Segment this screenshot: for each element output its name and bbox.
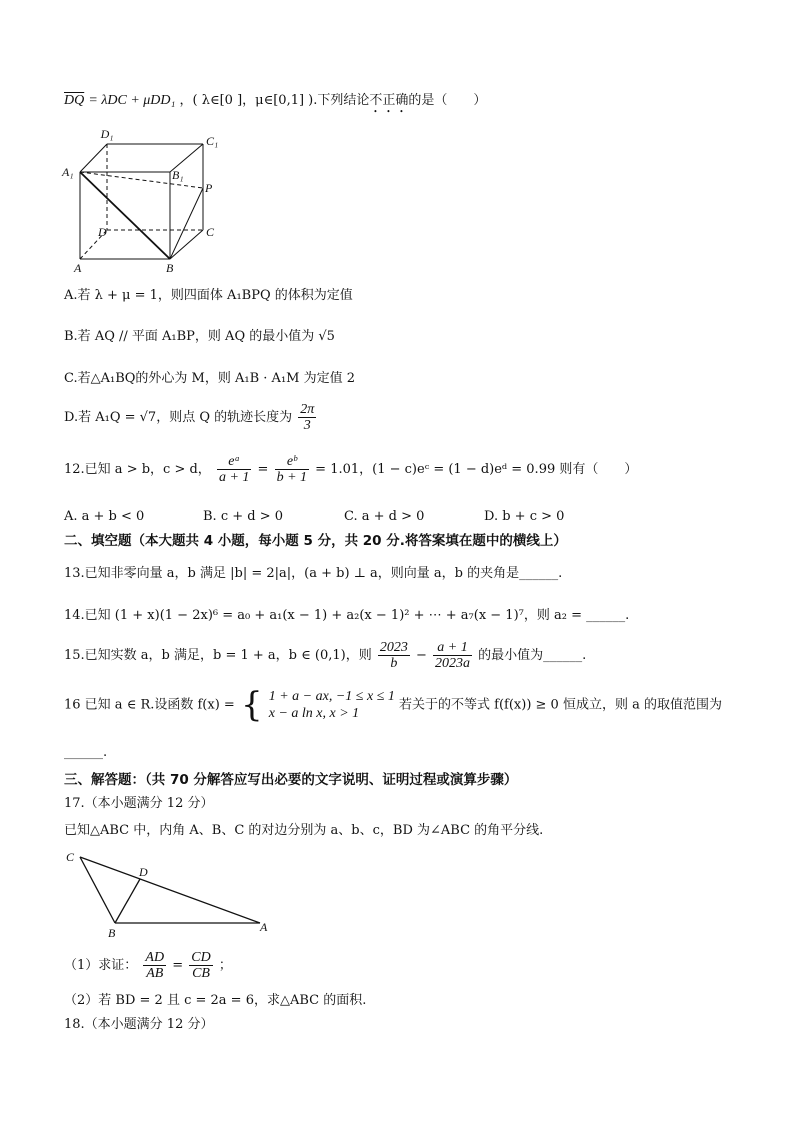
tri-label-b: B [108,926,116,940]
q12-stem: 12.已知 a > b，c > d， $\frac{\text{eᵃ}}{a + 1}$ = $\frac{\text{eᵇ}}{b + 1}$ = 1.01，(1 − c)eᶜ = (1 − d)eᵈ = 0.99 则有（ ） [64,454,638,485]
q17-fraction-cd-cb: $\frac{CD}{CB}$ [191,950,211,981]
q12-fraction-b: $\frac{\text{eᵇ}}{b + 1}$ [276,454,308,485]
q12-option-b: B. c + d > 0 [203,509,284,524]
section-3-heading: 三、解答题：（共 70 分解答应写出必要的文字说明、证明过程或演算步骤） [64,772,518,788]
tri-label-c: C [66,850,75,864]
q15-fraction-b: $\frac{a + 1}{2023a}$ [435,640,471,671]
piecewise-cases: 1 + a − ax, −1 ≤ x ≤ 1 x − a ln x, x > 1 [268,689,395,721]
vec-dq: $\overline{DQ}$ [64,93,85,108]
q11-option-b: B.若 AQ // 平面 A₁BP，则 AQ 的最小值为 √5 [64,329,335,344]
label-a1: A₁ [62,165,74,179]
q17-fraction-ad-ab: $\frac{AD}{AB}$ [145,950,165,981]
q17-header: 17.（本小题满分 12 分） [64,796,214,811]
tri-label-d: D [139,865,148,879]
label-c: C [206,225,215,239]
q17-stem: 已知△ABC 中，内角 A、B、C 的对边分别为 a、b、c，BD 为∠ABC 的角平分线. [64,823,544,838]
tri-label-a: A [260,920,268,934]
label-d: D [98,225,107,239]
option-d-text: D.若 A₁Q = √7，则点 Q 的轨迹长度为 [64,410,293,425]
q16-blank: ______. [64,745,108,760]
piecewise-brace: { [240,685,263,725]
label-b: B [166,261,174,275]
q17-part-2: （2）若 BD = 2 且 c = 2a = 6，求△ABC 的面积. [64,993,367,1008]
label-p: P [205,181,213,195]
cube-figure [60,126,230,276]
q12-option-d: D. b + c > 0 [484,509,565,524]
q15-fraction-a: $\frac{2023}{b}$ [379,640,408,671]
q11-vector-condition [64,92,486,116]
q17-part-1: （1）求证： $\frac{AD}{AB}$ = $\frac{CD}{CB}$ ； [64,950,232,981]
vec-rhs: = λDC + μDD₁ [88,93,176,108]
ask-suffix: 的是（ ） [408,93,487,108]
lambda-mu-condition: ，( λ∈[0 ]，μ∈[0,1] ) [179,93,314,108]
q16: 16 已知 a ∈ R.设函数 f(x) = { 1 + a − ax, −1 ≤ x ≤ 1 x − a ln x, x > 1 若关于的不等式 f(f(x)) ≥ 0 恒成立，则 a 的取值范围为 [64,685,722,725]
q11-option-a: A.若 λ + μ = 1，则四面体 A₁BPQ 的体积为定值 [64,288,353,303]
q13: 13.已知非零向量 a，b 满足 |b| = 2|a|，(a + b) ⊥ a，则向量 a，b 的夹角是______. [64,566,563,581]
label-a: A [74,261,82,275]
label-d1: D₁ [100,127,114,141]
option-d-fraction: $\frac{2\pi}{3}$ [300,402,315,433]
q18-header: 18.（本小题满分 12 分） [64,1017,214,1032]
triangle-figure [60,845,280,940]
q12-option-a: A. a + b < 0 [64,509,145,524]
ask-not-correct: 不正确 [369,93,409,108]
q15: 15.已知实数 a，b 满足，b = 1 + a，b ∈ (0,1)，则 $\frac{2023}{b}$ − $\frac{a + 1}{2023a}$ 的最小值为______. [64,640,587,671]
label-b1: B₁ [172,168,184,182]
q12-fraction-a: $\frac{\text{eᵃ}}{a + 1}$ [218,454,250,485]
q11-option-c: C.若△A₁BQ的外心为 M，则 A₁B · A₁M 为定值 2 [64,371,355,386]
q14: 14.已知 (1 + x)(1 − 2x)⁶ = a₀ + a₁(x − 1) + a₂(x − 1)² + ⋯ + a₇(x − 1)⁷，则 a₂ = ______. [64,608,630,623]
q12-option-c: C. a + d > 0 [344,509,425,524]
q11-option-d [64,402,318,433]
ask-prefix: .下列结论 [313,93,370,108]
label-c1: C₁ [206,134,219,148]
section-2-heading: 二、填空题（本大题共 4 小题，每小题 5 分，共 20 分.将答案填在题中的横线上） [64,533,567,549]
